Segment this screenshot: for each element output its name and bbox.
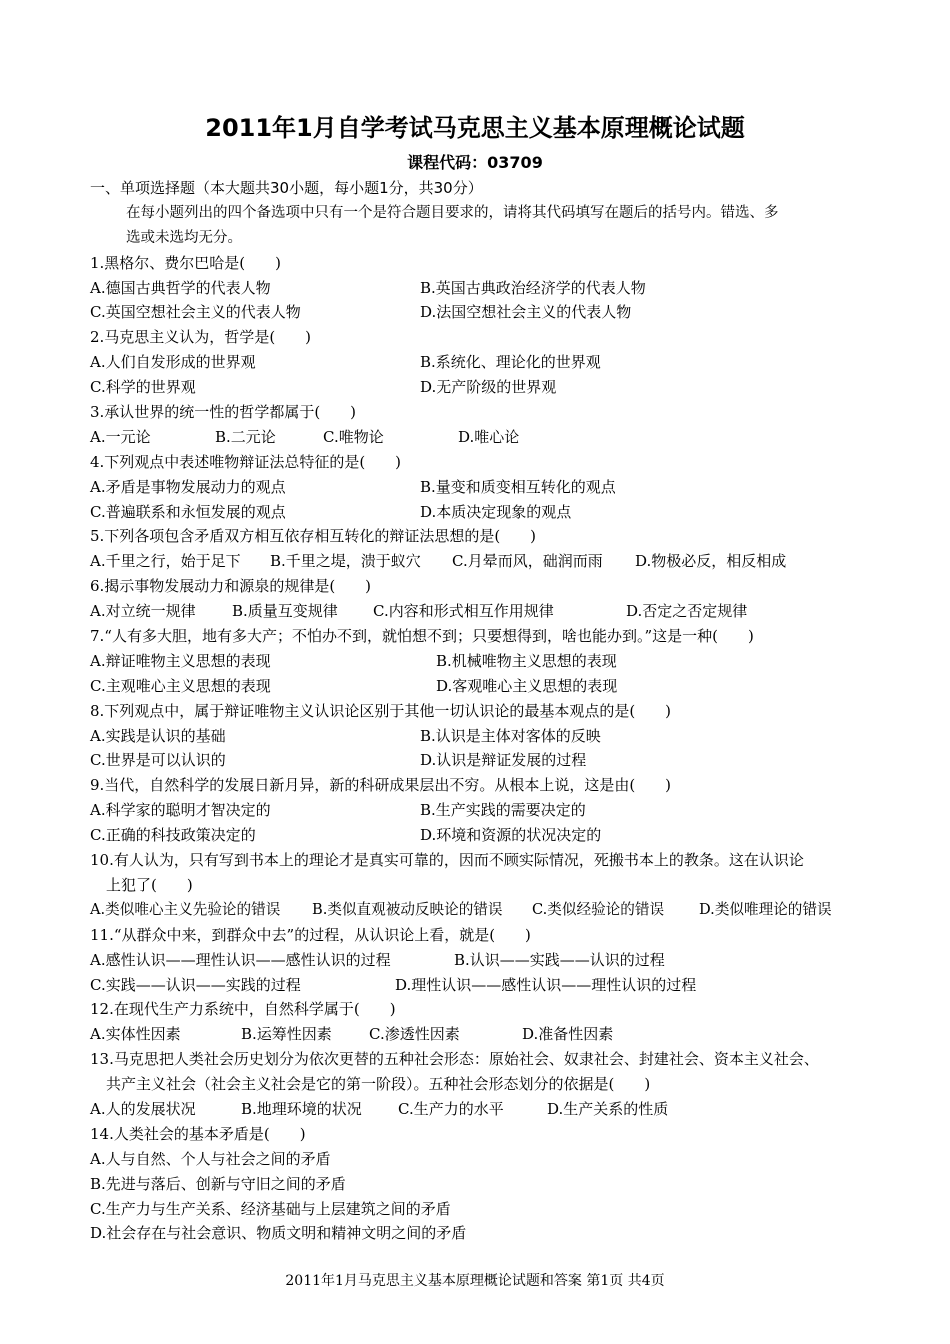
option-a: A.人与自然、个人与社会之间的矛盾	[90, 1149, 331, 1168]
option-b: B.先进与落后、创新与守旧之间的矛盾	[90, 1174, 346, 1193]
option-row	[90, 549, 870, 574]
page-footer: 2011年1月马克思主义基本原理概论试题和答案 第1页 共4页	[285, 1273, 665, 1289]
question-stem: 10.有人认为，只有写到书本上的理论才是真实可靠的，因而不顾实际情况，死搬书本上的教条。这在认识论	[90, 851, 804, 870]
option-c: C.世界是可以认识的	[90, 751, 226, 770]
option-a: A.对立统一规律	[90, 602, 196, 621]
option-a: A.科学家的聪明才智决定的	[90, 801, 271, 820]
option-a: A.实体性因素	[90, 1025, 181, 1044]
option-d: D.认识是辩证发展的过程	[420, 751, 587, 770]
option-b: B.机械唯物主义思想的表现	[436, 651, 617, 670]
option-d: D.物极必反，相反相成	[635, 552, 787, 571]
option-d: D.生产关系的性质	[547, 1099, 669, 1118]
option-row	[90, 500, 870, 525]
option-a: A.千里之行，始于足下	[90, 552, 241, 571]
question-stem: 2.马克思主义认为，哲学是( )	[90, 328, 312, 347]
option-row	[90, 823, 870, 848]
option-a: A.德国古典哲学的代表人物	[90, 278, 271, 297]
option-c: C.正确的科技政策决定的	[90, 826, 256, 845]
option-row	[90, 798, 870, 823]
option-row	[90, 649, 870, 674]
option-row	[90, 948, 870, 973]
option-c: C.渗透性因素	[369, 1025, 460, 1044]
question-stem: 3.承认世界的统一性的哲学都属于( )	[90, 403, 357, 422]
question-stem: 4.下列观点中表述唯物辩证法总特征的是( )	[90, 452, 402, 471]
question-stem: 6.揭示事物发展动力和源泉的规律是( )	[90, 577, 372, 596]
option-c: C.生产力与生产关系、经济基础与上层建筑之间的矛盾	[90, 1199, 451, 1218]
option-b: B.生产实践的需要决定的	[420, 801, 586, 820]
option-c: C.科学的世界观	[90, 378, 196, 397]
option-row	[90, 1097, 870, 1122]
question-stem: 8.下列观点中，属于辩证唯物主义认识论区别于其他一切认识论的最基本观点的是( )	[90, 701, 672, 720]
option-b: B.千里之堤，溃于蚁穴	[270, 552, 421, 571]
option-row	[90, 425, 870, 450]
option-row	[90, 674, 870, 699]
section-instruction-cont: 选或未选均无分。	[126, 229, 242, 246]
option-c: C.生产力的水平	[398, 1099, 504, 1118]
option-row	[90, 300, 870, 325]
option-b: B.类似直观被动反映论的错误	[312, 900, 503, 918]
option-b: B.认识——实践——认识的过程	[454, 950, 665, 969]
option-c: C.普遍联系和永恒发展的观点	[90, 502, 286, 521]
option-a: A.实践是认识的基础	[90, 726, 226, 745]
option-b: B.地理环境的状况	[241, 1099, 362, 1118]
option-b: B.系统化、理论化的世界观	[420, 353, 601, 372]
option-row	[90, 350, 870, 375]
option-b: B.认识是主体对客体的反映	[420, 726, 601, 745]
question-stem: 5.下列各项包含矛盾双方相互依存相互转化的辩证法思想的是( )	[90, 527, 537, 546]
course-code: 课程代码：03709	[407, 153, 543, 172]
option-d: D.类似唯理论的错误	[699, 900, 832, 918]
option-b: B.质量互变规律	[232, 602, 338, 621]
question-stem-cont: 共产主义社会（社会主义社会是它的第一阶段）。五种社会形态划分的依据是( )	[106, 1075, 651, 1094]
option-c: C.主观唯心主义思想的表现	[90, 676, 271, 695]
page-title: 2011年1月自学考试马克思主义基本原理概论试题	[205, 114, 745, 142]
option-row	[90, 724, 870, 749]
question-stem: 9.当代，自然科学的发展日新月异，新的科研成果层出不穷。从根本上说，这是由( )	[90, 776, 672, 795]
option-c: C.类似经验论的错误	[532, 900, 665, 918]
section-instruction: 在每小题列出的四个备选项中只有一个是符合题目要求的，请将其代码填写在题后的括号内。错选、多	[126, 204, 779, 221]
option-b: B.量变和质变相互转化的观点	[420, 477, 616, 496]
question-stem: 12.在现代生产力系统中，自然科学属于( )	[90, 1000, 396, 1019]
question-stem: 11.“从群众中来，到群众中去”的过程，从认识论上看，就是( )	[90, 925, 531, 944]
option-a: A.矛盾是事物发展动力的观点	[90, 477, 286, 496]
option-a: A.感性认识——理性认识——感性认识的过程	[90, 950, 391, 969]
option-c: C.月晕而风，础润而雨	[452, 552, 603, 571]
question-stem: 7.“人有多大胆，地有多大产；不怕办不到，就怕想不到；只要想得到，啥也能办到。”这是一种( )	[90, 627, 754, 646]
option-row	[90, 475, 870, 500]
option-d: D.本质决定现象的观点	[420, 502, 572, 521]
option-d: D.环境和资源的状况决定的	[420, 826, 602, 845]
option-a: A.人们自发形成的世界观	[90, 353, 256, 372]
option-d: D.唯心论	[458, 427, 520, 446]
option-b: B.英国古典政治经济学的代表人物	[420, 278, 646, 297]
option-d: D.客观唯心主义思想的表现	[436, 676, 618, 695]
option-a: A.人的发展状况	[90, 1099, 196, 1118]
option-d: D.准备性因素	[522, 1025, 614, 1044]
option-d: D.理性认识——感性认识——理性认识的过程	[395, 975, 697, 994]
option-row	[90, 1022, 870, 1047]
option-row	[90, 973, 870, 998]
option-b: B.二元论	[215, 427, 276, 446]
option-d: D.法国空想社会主义的代表人物	[420, 303, 632, 322]
option-c: C.英国空想社会主义的代表人物	[90, 303, 301, 322]
option-a: A.一元论	[90, 427, 151, 446]
option-row	[90, 748, 870, 773]
option-b: B.运筹性因素	[241, 1025, 332, 1044]
question-stem: 14.人类社会的基本矛盾是( )	[90, 1124, 306, 1143]
exam-content	[90, 176, 870, 1246]
option-row	[90, 375, 870, 400]
option-c: C.内容和形式相互作用规律	[373, 602, 554, 621]
option-c: C.唯物论	[323, 427, 384, 446]
option-d: D.无产阶级的世界观	[420, 378, 557, 397]
section-heading: 一、单项选择题（本大题共30小题，每小题1分，共30分）	[90, 179, 483, 197]
option-row	[90, 599, 870, 624]
question-stem: 13.马克思把人类社会历史划分为依次更替的五种社会形态：原始社会、奴隶社会、封建社会、资本主义社会、	[90, 1050, 819, 1069]
option-d: D.否定之否定规律	[626, 602, 748, 621]
option-row	[90, 276, 870, 301]
option-a: A.类似唯心主义先验论的错误	[90, 900, 281, 918]
question-stem: 1.黑格尔、费尔巴哈是( )	[90, 253, 282, 272]
option-row	[90, 898, 870, 923]
option-d: D.社会存在与社会意识、物质文明和精神文明之间的矛盾	[90, 1224, 467, 1243]
question-stem-cont: 上犯了( )	[106, 875, 193, 894]
option-c: C.实践——认识——实践的过程	[90, 975, 301, 994]
option-a: A.辩证唯物主义思想的表现	[90, 651, 271, 670]
